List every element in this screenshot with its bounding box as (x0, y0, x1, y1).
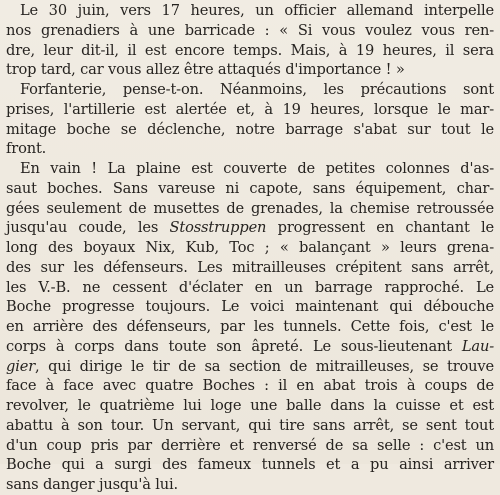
text-segment: prises, l'artillerie est alertée et, à 19 heures, lorsque le mar- (6, 100, 494, 118)
text-line (6, 258, 494, 278)
text-segment: En vain ! La plaine est couverte de petites colonnes d'as- (20, 160, 494, 177)
text-line (6, 238, 494, 258)
text-segment: revolver, le quatrième lui loge une balle dans la cuisse et est (6, 397, 494, 414)
text-line (6, 337, 494, 357)
text-segment: nos grenadiers à une barricade : « Si vous voulez vous ren- (6, 21, 494, 39)
text-segment: front. (6, 140, 47, 158)
text-line (6, 376, 494, 396)
text-segment: jusqu'au coude, les (6, 219, 170, 237)
text-segment: mitage boche se déclenche, notre barrage s'abat sur tout le (6, 120, 494, 138)
text-line (6, 100, 494, 120)
text-segment: saut boches. Sans vareuse ni capote, sans équipement, char- (6, 179, 494, 197)
text-line (6, 1, 494, 21)
text-segment: les V.-B. ne cessent d'éclater en un barrage rapproché. Le (6, 278, 494, 296)
text-line (6, 120, 494, 140)
text-segment: dre, leur dit-il, il est encore temps. Mais, à 19 heures, il sera (6, 41, 494, 59)
text-segment: gées seulement de musettes de grenades, la chemise retroussée (6, 199, 494, 217)
text-segment: d'un coup pris par derrière et renversé de sa selle : c'est un (6, 436, 494, 454)
text-segment: , qui dirige le tir de sa section de mitrailleuses, se trouve (35, 357, 494, 375)
text-column (6, 1, 494, 495)
text-line (6, 179, 494, 199)
text-line (6, 199, 494, 219)
text-line (6, 80, 494, 100)
text-line (6, 455, 494, 475)
text-line (6, 357, 494, 377)
text-segment: face à face avec quatre Boches : il en abat trois à coups de (6, 377, 494, 395)
text-line (6, 41, 494, 61)
text-segment: long des boyaux Nix, Kub, Toc ; « balançant » leurs grena- (6, 239, 494, 256)
text-line (6, 416, 494, 436)
text-segment: en arrière des défenseurs, par les tunnels. Cette fois, c'est le (6, 318, 494, 335)
text-line (6, 60, 494, 80)
text-line (6, 21, 494, 41)
text-line (6, 436, 494, 456)
text-segment: trop tard, car vous allez être attaqués d'importance ! » (6, 61, 405, 79)
text-segment: Boche qui a surgi des fameux tunnels et a pu ainsi arriver (6, 456, 494, 474)
text-line (6, 396, 494, 416)
text-segment: progressent en chantant le (266, 219, 494, 237)
text-line (6, 297, 494, 317)
text-segment: des sur les défenseurs. Les mitrailleuses crépitent sans arrêt, (6, 258, 494, 276)
text-segment: Le 30 juin, vers 17 heures, un officier allemand interpelle (20, 2, 494, 19)
text-segment: sans danger jusqu'à lui. (6, 476, 179, 493)
italic-text: gier (6, 357, 36, 375)
text-line (6, 317, 494, 337)
text-line (6, 159, 494, 179)
text-segment: Forfanterie, pense-t-on. Néanmoins, les précautions sont (20, 81, 494, 98)
text-line (6, 475, 494, 495)
text-line (6, 139, 494, 159)
italic-text: Lau- (461, 337, 494, 355)
italic-text: Stosstruppen (169, 219, 267, 237)
text-segment: Boche progresse toujours. Le voici maintenant qui débouche (6, 298, 494, 316)
text-line (6, 278, 494, 298)
text-segment: corps à corps dans toute son âpreté. Le sous-lieutenant (6, 337, 462, 355)
text-segment: abattu à son tour. Un servant, qui tire sans arrêt, se sent tout (6, 416, 494, 434)
text-line (6, 218, 494, 238)
